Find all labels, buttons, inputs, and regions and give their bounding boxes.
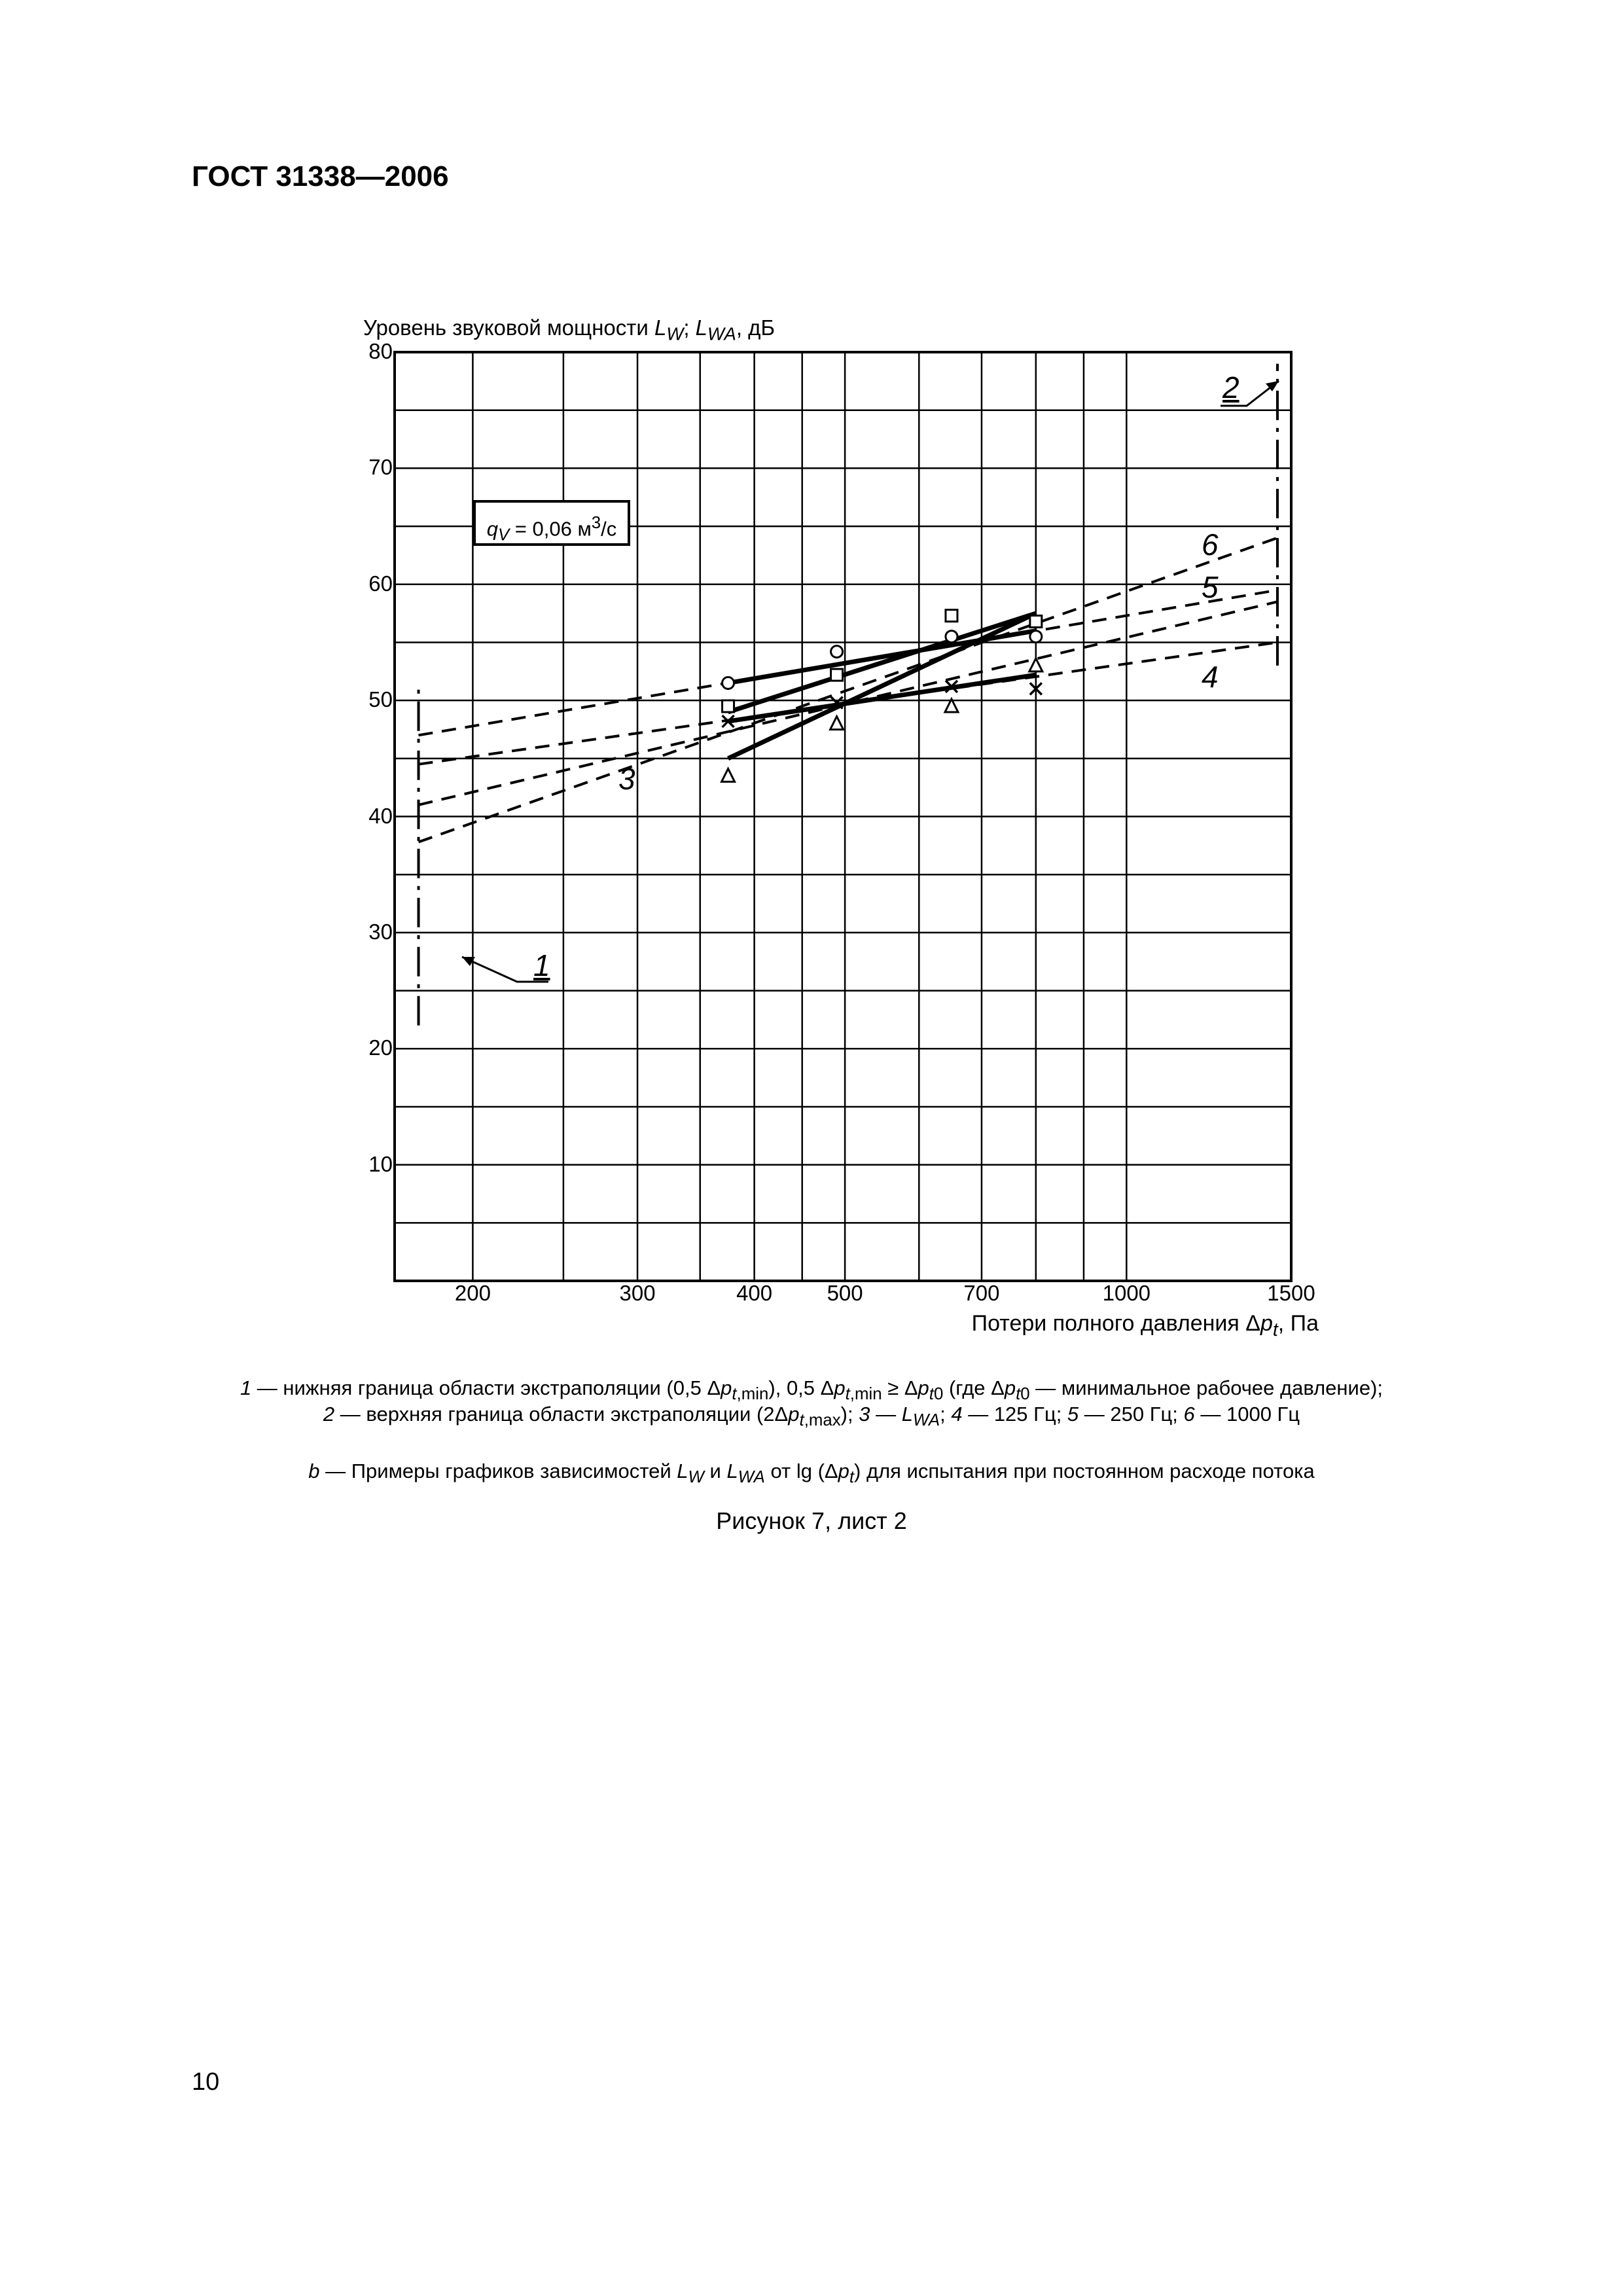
y-tick-label: 40 — [368, 803, 393, 828]
figure-subcaption: b — Примеры графиков зависимостей $L_W$ и $L_{WA}$ от $\lg (\Delta p_t)$ для испытания при постоянном расходе потока — [308, 1460, 1315, 1487]
x-tick-label: 300 — [619, 1281, 656, 1305]
flow-rate-annotation: $q_V = 0,06$ $м^3/с$ — [473, 500, 630, 546]
series-3-point — [722, 768, 735, 781]
series-6-point — [722, 677, 734, 689]
y-axis-label: Уровень звуковой мощности $L_W$; $L_{WA}$, дБ — [363, 315, 776, 344]
series-5-point — [831, 669, 843, 681]
y-tick-label: 50 — [368, 687, 393, 712]
series-label-4: 4 — [1202, 660, 1219, 694]
x-axis-label: Потери полного давления $\Delta p_t$, Па — [971, 1311, 1319, 1340]
series-5-point — [946, 610, 957, 622]
x-tick-label: 1500 — [1267, 1281, 1315, 1305]
boundary-label-1: 1 — [533, 948, 550, 982]
series-5-point — [1030, 616, 1042, 628]
x-tick-label: 1000 — [1102, 1281, 1151, 1305]
series-label-5: 5 — [1202, 570, 1219, 604]
figure-caption: Рисунок 7, лист 2 — [716, 1507, 907, 1534]
series-5-point — [722, 700, 734, 712]
legend-line-2: 2 — верхняя граница области экстраполяции $(2\Delta p_{t,max})$; 3 — $L_{WA}$; 4 — 125 Гц; 5 — 250 Гц; 6 — 1000 Гц — [323, 1403, 1300, 1430]
x-tick-label: 400 — [736, 1281, 773, 1305]
series-3-point — [1029, 658, 1043, 672]
y-tick-label: 70 — [368, 455, 393, 480]
y-tick-label: 10 — [368, 1151, 393, 1176]
y-tick-label: 80 — [368, 339, 393, 363]
series-6-point — [1030, 631, 1042, 643]
series-label-6: 6 — [1202, 528, 1219, 562]
legend-line-1: 1 — нижняя граница области экстраполяции (0,5 $\Delta p_{t,min}$), 0,5 $\Delta p_{t,min} \ge \Delta p_{t0}$ (где $\Delta p_{t0}$ — минимальное рабочее давление); — [240, 1376, 1383, 1404]
series-6-point — [831, 646, 843, 658]
series-3-fit-line — [728, 613, 1036, 759]
series-6-fit-line — [728, 631, 1036, 683]
boundary-label-2: 2 — [1222, 370, 1240, 404]
series-3-point — [830, 717, 844, 730]
document-header: ГОСТ 31338—2006 — [192, 160, 449, 192]
series-label-3: 3 — [618, 762, 635, 796]
y-tick-label: 30 — [368, 919, 393, 944]
y-tick-label: 20 — [368, 1035, 393, 1060]
x-tick-label: 500 — [827, 1281, 863, 1305]
x-tick-label: 700 — [963, 1281, 1000, 1305]
y-tick-label: 60 — [368, 571, 393, 596]
x-tick-label: 200 — [454, 1281, 491, 1305]
page-number: 10 — [192, 2068, 220, 2096]
series-6-point — [946, 631, 957, 643]
